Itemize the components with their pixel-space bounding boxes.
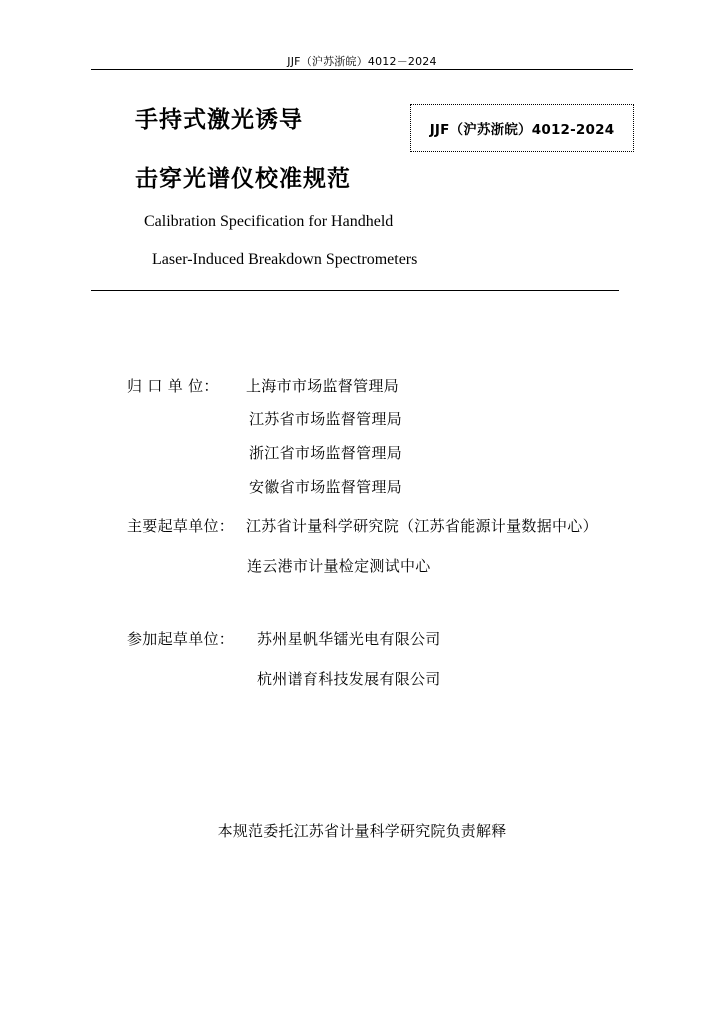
main-drafting-unit: 连云港市计量检定测试中心 [247,557,431,575]
standard-code: JJF（沪苏浙皖）4012-2024 [429,122,615,138]
document-title-line-1: 手持式激光诱导 [135,107,303,133]
english-title-line-1: Calibration Specification for Handheld [144,213,394,230]
responsible-unit: 上海市市场监督管理局 [246,377,400,395]
running-header: JJF（沪苏浙皖）4012－2024 [287,55,437,68]
main-drafting-units-label: 主要起草单位： [127,517,235,535]
english-title-line-2: Laser-Induced Breakdown Spectrometers [152,251,418,268]
participating-unit: 苏州星帆华镭光电有限公司 [257,630,441,648]
responsible-unit: 浙江省市场监督管理局 [249,444,403,462]
standard-code-box [410,104,634,152]
responsible-units-label: 归 口 单 位： [127,377,219,395]
main-drafting-unit: 江苏省计量科学研究院（江苏省能源计量数据中心） [246,517,598,535]
header-divider [91,69,633,70]
participating-unit: 杭州谱育科技发展有限公司 [257,670,441,688]
participating-units-label: 参加起草单位： [127,630,235,648]
responsible-unit: 安徽省市场监督管理局 [249,478,403,496]
document-title-line-2: 击穿光谱仪校准规范 [135,166,351,192]
title-divider [91,290,619,291]
interpretation-note: 本规范委托江苏省计量科学研究院负责解释 [217,822,507,840]
responsible-unit: 江苏省市场监督管理局 [249,410,403,428]
